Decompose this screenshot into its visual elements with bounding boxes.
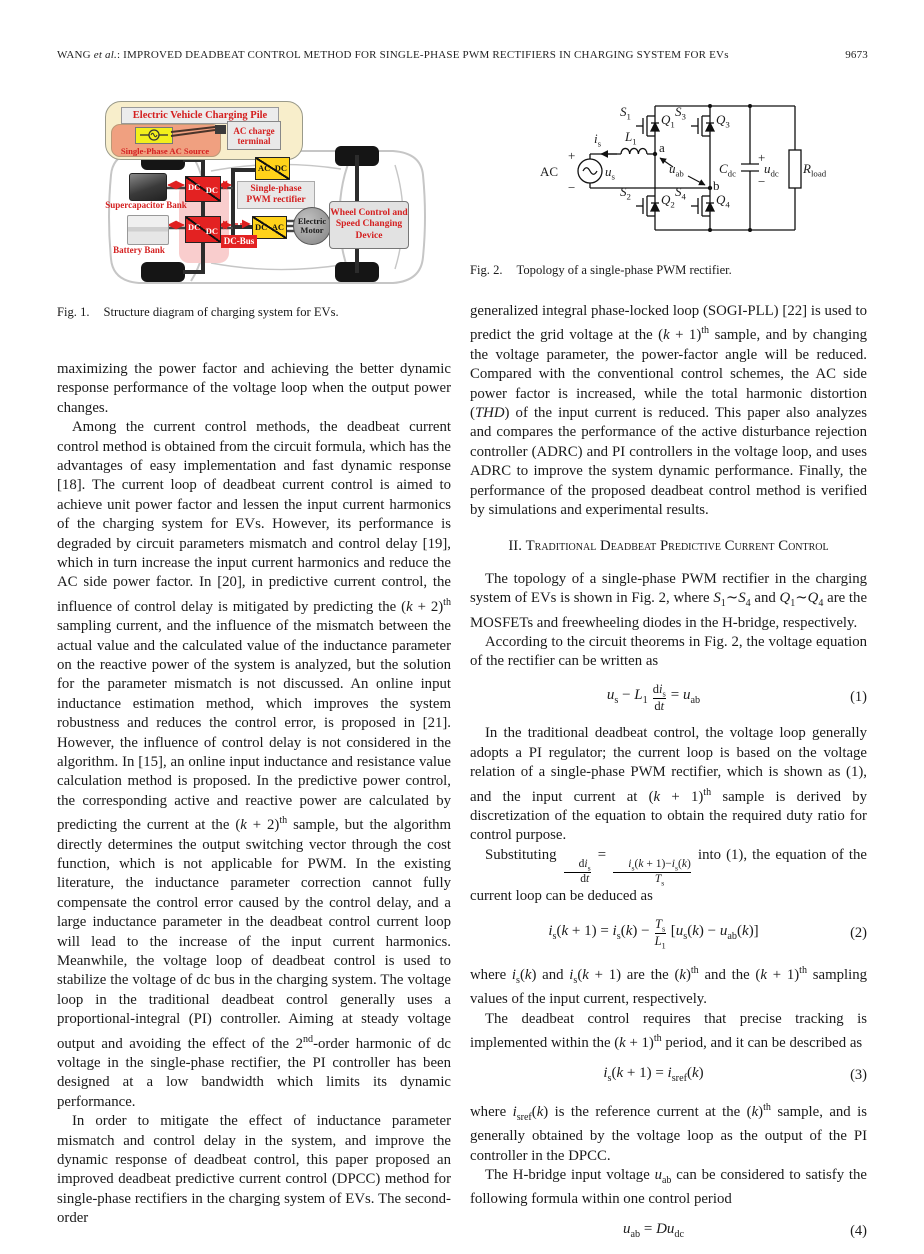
equation-2: $i_s(k + 1) = i_s(k)$ − $\frac{T_s}{L_1}$ $[u_s(k) - u_{ab}(k)]$ (2): [548, 916, 867, 951]
label-l1: $L_1$: [625, 129, 637, 147]
label-rload: $R_{load}$: [803, 161, 827, 179]
label-q2: $Q_2$: [661, 192, 675, 210]
paragraph: maximizing the power factor and achieving the better dynamic response performance of the voltage loop when the output power changes.: [57, 361, 451, 416]
paragraph-with-inline-math: Substituting $di_s$ dt = $\frac{i_s(k + 1)-i_s(k)}{T_s}$ into (1), the equation of the current loop can be deduced as: [470, 846, 867, 905]
battery-image: [127, 215, 169, 245]
label-s4: $S_4$: [675, 184, 686, 202]
label-s3: $S_3$: [675, 104, 686, 122]
equation-1: $u_s - L_1$ $di_s$ dt = $u_{ab}$ (1): [606, 681, 867, 714]
header-page-number: 9673: [845, 49, 868, 61]
label-minus-src: −: [568, 180, 576, 195]
label-q4: $Q_4$: [716, 192, 730, 210]
label-plus-dc: +: [758, 150, 766, 165]
label-q3: $Q_3$: [716, 112, 730, 130]
paragraph: where $i_s(k)$ and $i_s(k + 1)$ are the $(k)^{th}$ and the $(k + 1)^{th}$ sampling values of the input current, respectively.: [470, 965, 867, 1008]
label-s1: $S_1$: [620, 104, 631, 122]
dc-bus-label: DC-Bus: [221, 235, 257, 248]
label-cdc: $C_{dc}$: [719, 161, 737, 179]
electric-motor: Electric Motor: [293, 207, 331, 245]
section-heading: II. Traditional Deadbeat Predictive Current Control: [508, 538, 829, 555]
label-uab: $u_{ab}$: [669, 161, 684, 179]
label-minus-dc: −: [758, 174, 766, 189]
paragraph: The topology of a single-phase PWM rectifier in the charging system of EVs is shown in Fig. 2, where $S_1\sim S_4$ and $Q_1\sim Q_4$ are the MOSFETs and freewheeling diodes in the H-bridge, respectively.: [470, 570, 868, 631]
figure-2-rectifier-topology: [470, 88, 867, 250]
pwm-rectifier-label: Single-phase PWM rectifier: [237, 181, 315, 209]
ac-source-label: Single-Phase AC Source: [120, 146, 210, 156]
dcdc-converter-2: DC DC: [185, 216, 221, 243]
supercapacitor-image: [129, 173, 167, 201]
paragraph: According to the circuit theorems in Fig. 2, the voltage equation of the rectifier can be written as: [470, 633, 867, 670]
header-title: WANG et al.: IMPROVED DEADBEAT CONTROL METHOD FOR SINGLE-PHASE PWM RECTIFIERS IN CHARGING SYSTEM FOR EVs: [57, 49, 729, 61]
equation-number: (1): [850, 689, 867, 706]
paragraph: In order to mitigate the effect of inductance parameter mismatch and control delay in the system, and improve the dynamic response of deadbeat control, this paper proposed an improved deadbeat predictive current control (DPCC) method for single-phase rectifiers in the charging system of EVs. The second-order: [57, 1113, 451, 1227]
running-header: [57, 49, 868, 61]
label-node-b: b: [713, 178, 720, 193]
acdc-converter: AC DC: [255, 157, 290, 180]
label-udc: $u_{dc}$: [764, 161, 779, 179]
paragraph: The deadbeat control requires that precise tracking is implemented within the $(k + 1)^{th}$ period, and it can be described as: [470, 1010, 867, 1052]
charge-terminal-box: AC charge terminal: [227, 121, 281, 150]
label-plus-src: +: [568, 148, 576, 163]
paragraph: In the traditional deadbeat control, the voltage loop generally adopts a PI regulator; the current loop is based on the voltage relation of a single-phase PWM rectifier, which is shown as (1), and the input current at $(k + 1)^{th}$ sample is derived by discretization of the equation to obtain the required duty ratio for control purpose.: [470, 725, 868, 844]
figure-2-caption: Fig. 2. Topology of a single-phase PWM rectifier.: [470, 263, 732, 277]
figure-1-caption: Fig. 1. Structure diagram of charging system for EVs.: [57, 305, 339, 319]
label-is: $i_s$: [594, 131, 602, 149]
label-node-a: a: [659, 140, 665, 155]
paragraph: The H-bridge input voltage $u_{ab}$ can be considered to satisfy the following formula within one control period: [470, 1167, 868, 1208]
label-s2: $S_2$: [620, 184, 631, 202]
label-q1: $Q_1$: [661, 112, 675, 130]
equation-number: (4): [850, 1223, 867, 1240]
ac-source-symbol-icon: [135, 127, 231, 151]
equation-number: (2): [850, 925, 867, 942]
paragraph: where $i_{sref}(k)$ is the reference current at the $(k)^{th}$ sample, and is generally obtained by the voltage loop as the output of the PI controller in the DPCC.: [470, 1102, 867, 1164]
label-us: $u_s$: [605, 164, 615, 182]
right-column: [470, 88, 867, 1254]
equation-number: (3): [850, 1067, 867, 1084]
paragraph: Among the current control methods, the deadbeat current control method is obtained from the circuit formula, which has the advantages of easy implementation and fast dynamic response [18]. The current loop of deadbeat current control is aimed to achieve unit power factor and lessen the input current harmonics of the charging system for EVs. However, its performance is degraded by circuit parameters mismatch and control delay [19], which in turn increase the input current harmonics and reduce the AC side power factor. In [20], in predictive current control, the influence of control delay is mitigated by predicting the $(k + 2)^{th}$ sampling current, and the influence of the mismatch between the actual value and the calculated value of the inductance parameter on the reactive power of the system is analyzed, but the solution for the parameter mismatch is not discussed. An online input inductance estimation method, which improves the system robustness and reduces the control error, is proposed in [21]. However, the influence of control delay is not considered in the algorithm. In [15], an online input inductance and resistance value calculation method is proposed. In the predictive power control, the corresponding active and reactive power are calculated by predicting the current at the $(k + 2)^{th}$ sample, but the algorithm directly determines the output switching vector through the cost function, which is not applicable for PWM. In the existing literature, the inductance parameter correction cannot fully compensate the control error caused by the control delay, and a large inductance parameter in the deadbeat control current loop will lead to the increase of the input current harmonics. Meanwhile, the voltage loop of deadbeat control is used to stabilize the voltage of dc bus in the charging system. The voltage loop in the traditional deadbeat control generally uses a proportional-integral (PI) controller. Aiming at steady voltage output and avoiding the effect of the 2nd-order harmonic of dc voltage in the single-phase rectifier, the PI controller has been designed at a low bandwidth which limits its dynamic performance.: [57, 419, 451, 1110]
supercapacitor-label: Supercapacitor Bank: [105, 200, 187, 210]
equation-3: $i_s(k + 1) = i_{sref}(k)$ (3): [603, 1064, 867, 1084]
wheel-control-box: Wheel Control and Speed Changing Device: [329, 201, 409, 249]
label-ac: AC: [540, 164, 559, 179]
paragraph: generalized integral phase-locked loop (SOGI-PLL) [22] is used to predict the grid voltage at the $(k + 1)^{th}$ sample, and by changing the voltage parameter, the power-factor angle will be reduced. Compared with the conventional control schemes, the AC side power factor is increased, while the total harmonic distortion (THD) of the input current is reduced. This paper also analyzes and compares the performance of the active disturbance rejection controller (ADRC) and PI controllers in the voltage loop, and uses ADRC to improve the system dynamic performance. Finally, the performance of the proposed deadbeat control method is verified by simulations and experimental results.: [470, 303, 867, 518]
battery-label: Battery Bank: [113, 245, 165, 255]
left-column: [57, 95, 451, 1229]
equation-4: $u_{ab} = Du_{dc}$ (4): [622, 1220, 867, 1240]
figure-1-structure-diagram: [95, 95, 435, 292]
dcac-converter: DC AC: [252, 216, 287, 239]
charging-pile-title: Electric Vehicle Charging Pile: [121, 107, 279, 124]
dcdc-converter-1: DC DC: [185, 176, 221, 202]
